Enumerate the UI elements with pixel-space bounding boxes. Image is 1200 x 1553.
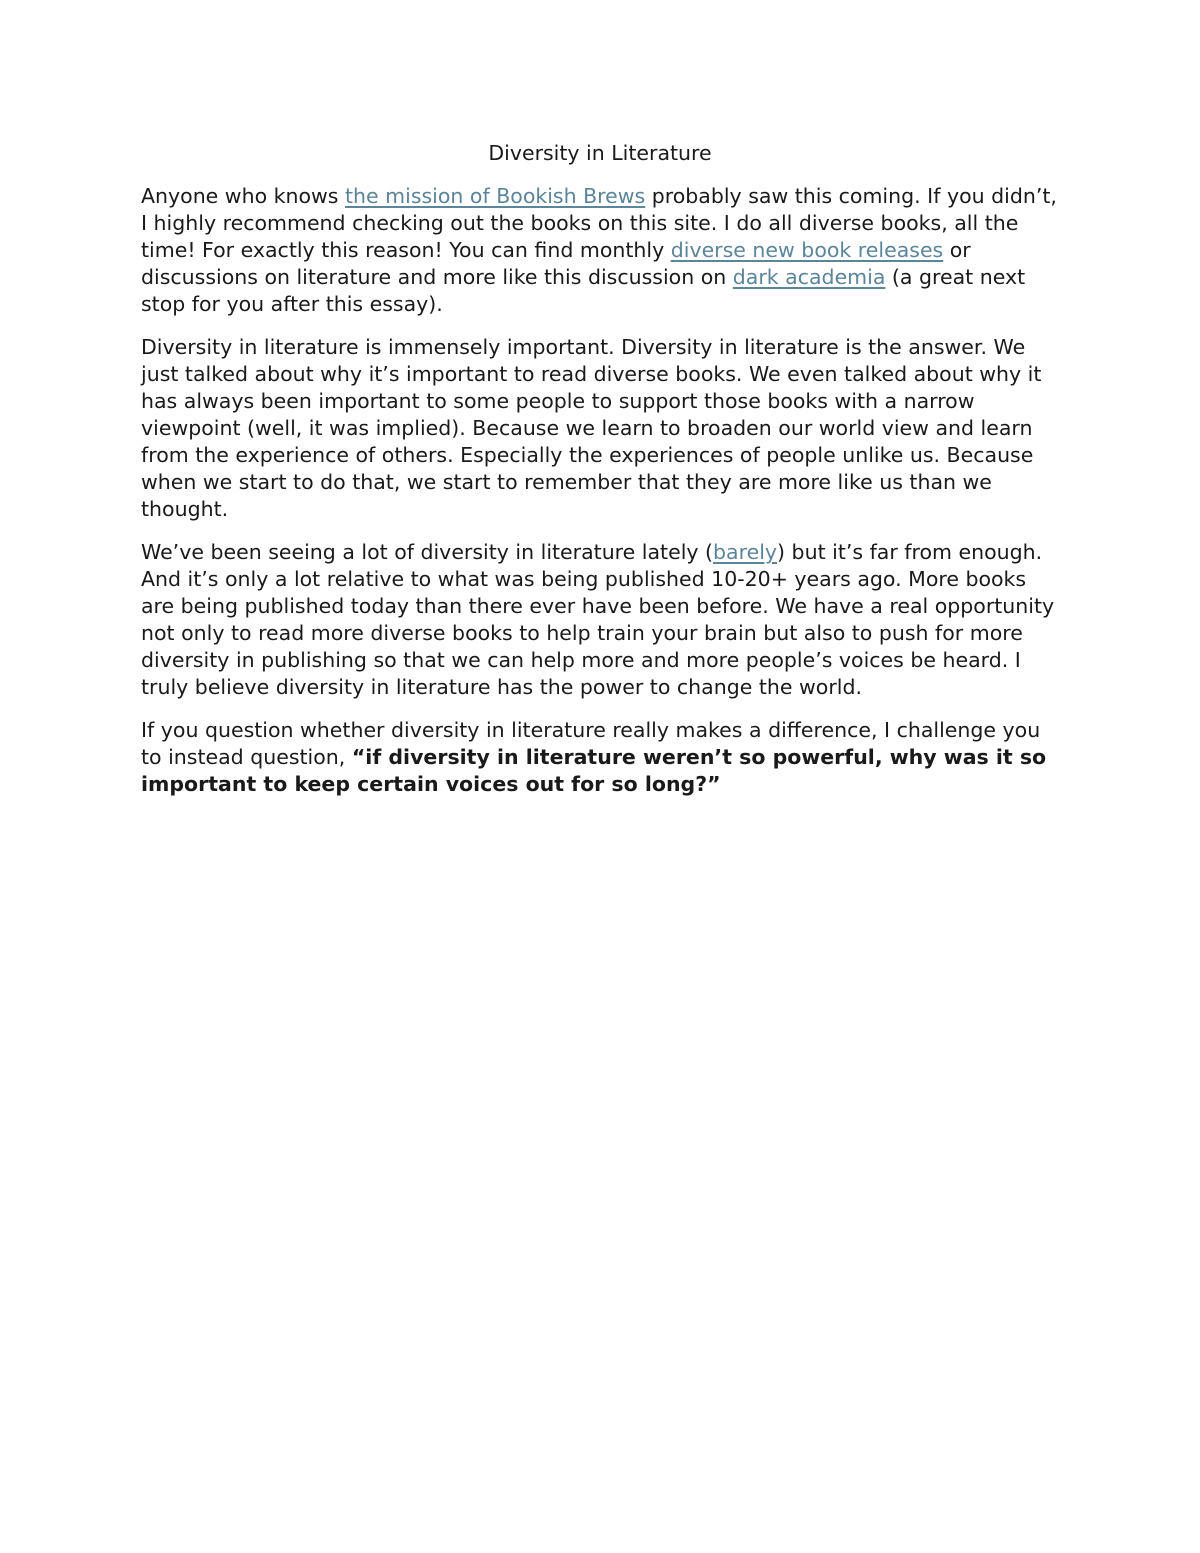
paragraph-opportunity (141, 539, 1059, 701)
text-segment: We’ve been seeing a lot of diversity in literature lately ( (141, 540, 714, 564)
text-segment: ) but it’s far from enough. And it’s only a lot relative to what was being published 10-20+ years ago. More books are being published today than there ever have been before. We have a real opportunity not only to read more diverse books to help train your brain but also to push for more diversity in publishing so that we can help more and more people’s voices be heard. I truly believe diversity in literature has the power to change the world. (141, 540, 1055, 699)
paragraph-importance: Diversity in literature is immensely important. Diversity in literature is the answer. We just talked about why it’s important to read diverse books. We even talked about why it has always been important to some people to support those books with a narrow viewpoint (well, it was implied). Because we learn to broaden our world view and learn from the experience of others. Especially the experiences of people unlike us. Because when we start to do that, we start to remember that they are more like us than we thought. (141, 335, 1042, 521)
text-segment: probably saw this coming. If you didn’t, I highly recommend checking out the books on this site. I do all diverse books, all the time! For exactly this reason! You can find monthly (141, 184, 1057, 262)
document-title: Diversity in Literature (488, 141, 712, 165)
text-segment: or discussions on literature and more like this discussion on (141, 238, 971, 289)
document-body (141, 139, 1059, 814)
text-segment: (a great next stop for you after this essay). (141, 265, 1026, 316)
text-segment: Anyone who knows (141, 184, 345, 208)
link-dark-academia[interactable]: dark academia (732, 265, 886, 289)
paragraph-intro (141, 183, 1059, 318)
link-barely[interactable]: barely (713, 540, 778, 564)
bold-quote: “if diversity in literature weren’t so powerful, why was it so important to keep certain voices out for so long?” (141, 745, 1047, 796)
link-mission-bookish-brews[interactable]: the mission of Bookish Brews (345, 184, 646, 208)
text-segment: If you question whether diversity in literature really makes a difference, I challenge you to instead question, (141, 718, 1041, 769)
paragraph-challenge (141, 717, 1059, 798)
link-diverse-new-book-releases[interactable]: diverse new book releases (670, 238, 944, 262)
